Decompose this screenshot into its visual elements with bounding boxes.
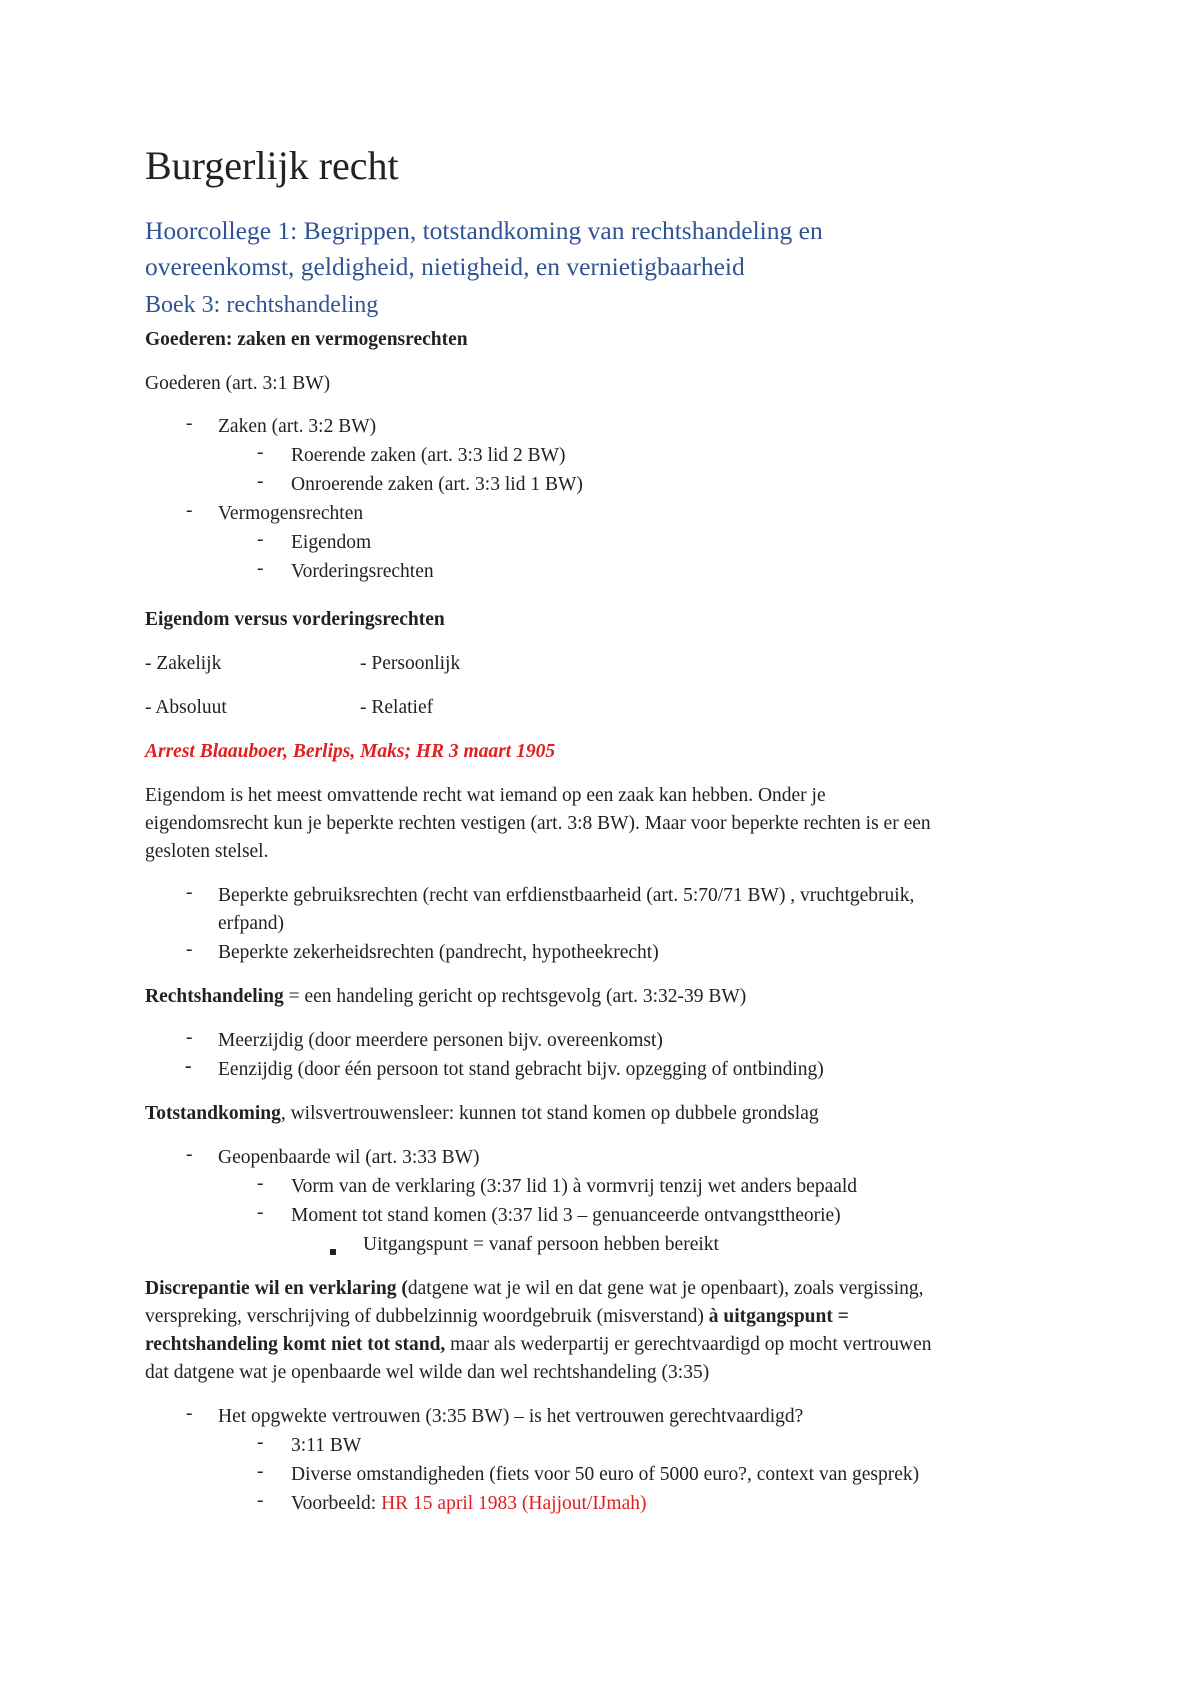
dash-bullet: - [257,1202,264,1223]
case-reference-blaauboer: Arrest Blaauboer, Berlips, Maks; HR 3 maart 1905 [145,741,556,762]
document-title: Burgerlijk recht [145,143,399,188]
list-item-voorbeeld [291,1490,646,1518]
list-item-eenzijdig: Eenzijdig (door één persoon tot stand gebracht bijv. opzegging of ontbinding) [218,1059,824,1080]
case-reference-hajjout: HR 15 april 1983 (Hajjout/IJmah) [381,1493,647,1514]
term-discrepantie: Discrepantie wil en verklaring ( [145,1278,408,1299]
definition-totstandkoming: , wilsvertrouwensleer: kunnen tot stand komen op dubbele grondslag [280,1103,819,1124]
paragraph-totstandkoming [145,1100,819,1128]
list-item-gebruiksrechten-line1: Beperkte gebruiksrechten (recht van erfdienstbaarheid (art. 5:70/71 BW) , vruchtgebruik, [218,885,915,906]
list-item-moment-tot-stand: Moment tot stand komen (3:37 lid 3 – genuanceerde ontvangsttheorie) [291,1205,841,1226]
heading-lecture-line2: overeenkomst, geldigheid, nietigheid, en vernietigbaarheid [145,252,745,281]
definition-rechtshandeling: = een handeling gericht op rechtsgevolg (art. 3:32-39 BW) [283,986,747,1007]
list-item-geopenbaarde-wil: Geopenbaarde wil (art. 3:33 BW) [218,1147,480,1168]
dash-bullet: - [257,1432,264,1453]
dash-bullet: - [186,1144,193,1165]
paragraph-goederen: Goederen (art. 3:1 BW) [145,373,331,394]
term-rechtshandeling: Rechtshandeling [145,986,284,1007]
list-item-vorm-verklaring: Vorm van de verklaring (3:37 lid 1) à vormvrij tenzij wet anders bepaald [291,1176,858,1197]
heading-lecture-line1: Hoorcollege 1: Begrippen, totstandkoming van rechtshandeling en [145,216,823,245]
term-uitgangspunt: à uitgangspunt = [708,1306,849,1327]
dash-bullet: - [257,1173,264,1194]
list-item-meerzijdig: Meerzijdig (door meerdere personen bijv. overeenkomst) [218,1030,663,1051]
section-heading-eigendom: Eigendom versus vorderingsrechten [145,609,445,630]
term-totstandkoming: Totstandkoming [145,1103,281,1124]
list-item-zaken: Zaken (art. 3:2 BW) [218,416,377,437]
paragraph-discrepantie-line3 [145,1331,932,1359]
dash-bullet: - [257,558,264,579]
dash-bullet: - [257,529,264,550]
list-item-vermogensrechten: Vermogensrechten [218,503,364,524]
dash-bullet: - [186,882,193,903]
paragraph-rechtshandeling [145,983,746,1011]
list-item-3-11-bw: 3:11 BW [291,1435,362,1456]
dash-bullet: - [186,500,193,521]
paragraph-discrepantie-line2 [145,1303,849,1331]
dash-bullet: - [186,1027,193,1048]
dash-bullet: - [186,1403,193,1424]
dash-bullet: - [257,471,264,492]
list-item-omstandigheden: Diverse omstandigheden (fiets voor 50 euro of 5000 euro?, context van gesprek) [291,1464,920,1485]
paragraph-discrepantie-line1 [145,1275,924,1303]
section-heading-goederen: Goederen: zaken en vermogensrechten [145,329,468,350]
list-item-uitgangspunt: Uitgangspunt = vanaf persoon hebben bereikt [363,1234,719,1255]
term-niet-tot-stand: rechtshandeling komt niet tot stand, [145,1334,446,1355]
square-bullet-icon [330,1242,336,1260]
compare-left-absoluut: - Absoluut [145,697,227,718]
compare-left-zakelijk: - Zakelijk [145,653,222,674]
list-item-eigendom: Eigendom [291,532,372,553]
dash-bullet: - [257,1490,264,1511]
list-item-vorderingsrechten: Vorderingsrechten [291,561,434,582]
dash-bullet: - [185,1056,192,1077]
list-item-onroerende: Onroerende zaken (art. 3:3 lid 1 BW) [291,474,583,495]
dash-bullet: - [257,442,264,463]
dash-bullet: - [257,1461,264,1482]
text-discrepantie-1: datgene wat je wil en dat gene wat je openbaart), zoals vergissing, [407,1278,924,1299]
list-item-zekerheidsrechten: Beperkte zekerheidsrechten (pandrecht, hypotheekrecht) [218,942,659,963]
paragraph-discrepantie-line4: dat datgene wat je openbaarde wel wilde dan wel rechtshandeling (3:35) [145,1362,710,1383]
dash-bullet: - [186,939,193,960]
compare-right-relatief: - Relatief [360,697,434,718]
voorbeeld-label: Voorbeeld: [291,1493,382,1514]
text-discrepantie-3: maar als wederpartij er gerechtvaardigd op mocht vertrouwen [445,1334,932,1355]
text-discrepantie-2: verspreking, verschrijving of dubbelzinnig woordgebruik (misverstand) [145,1306,709,1327]
paragraph-eigendom-line1: Eigendom is het meest omvattende recht wat iemand op een zaak kan hebben. Onder je [145,785,826,806]
list-item-opgewekte-vertrouwen: Het opgwekte vertrouwen (3:35 BW) – is het vertrouwen gerechtvaardigd? [218,1406,804,1427]
paragraph-eigendom-line2: eigendomsrecht kun je beperkte rechten vestigen (art. 3:8 BW). Maar voor beperkte rechten is er een [145,813,931,834]
heading-book: Boek 3: rechtshandeling [145,292,379,318]
paragraph-eigendom-line3: gesloten stelsel. [145,841,269,862]
list-item-roerende: Roerende zaken (art. 3:3 lid 2 BW) [291,445,566,466]
dash-bullet: - [186,413,193,434]
compare-right-persoonlijk: - Persoonlijk [360,653,461,674]
list-item-gebruiksrechten-line2: erfpand) [218,913,285,934]
